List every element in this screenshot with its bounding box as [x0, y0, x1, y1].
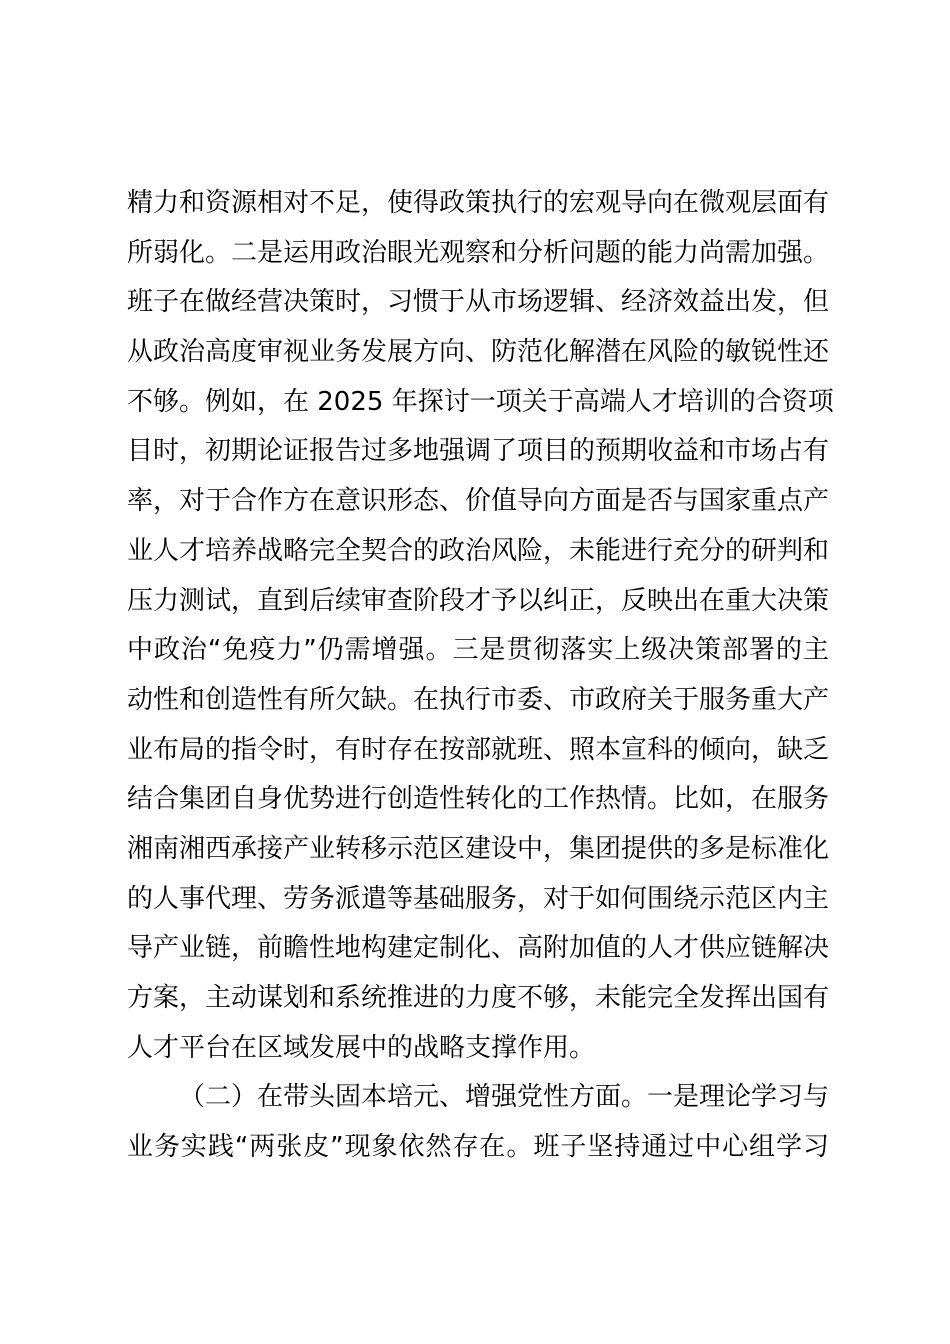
text-line: 所弱化。二是运用政治眼光观察和分析问题的能力尚需加强。 [127, 237, 830, 268]
document-body [127, 179, 834, 1173]
text-line: 业人才培养战略完全契合的政治风险，未能进行充分的研判和 [127, 535, 830, 566]
text-line: 湘南湘西承接产业转移示范区建设中，集团提供的多是标准化 [127, 833, 830, 864]
text-line: 动性和创造性有所欠缺。在执行市委、市政府关于服务重大产 [127, 684, 830, 715]
text-line: 目时，初期论证报告过多地强调了项目的预期收益和市场占有 [127, 436, 830, 467]
text-line-paragraph-end: 人才平台在区域发展中的战略支撑作用。 [127, 1032, 596, 1063]
text-line: 压力测试，直到后续审查阶段才予以纠正，反映出在重大决策 [127, 585, 830, 616]
text-line: 导产业链，前瞻性地构建定制化、高附加值的人才供应链解决 [127, 933, 830, 964]
paragraph-party-spirit [127, 1073, 829, 1172]
text-line: 精力和资源相对不足，使得政策执行的宏观导向在微观层面有 [127, 188, 830, 218]
section-heading-line: （二）在带头固本培元、增强党性方面。一是理论学习与 [179, 1082, 830, 1113]
text-line: 不够。例如，在 2025 年探讨一项关于高端人才培训的合资项 [127, 386, 834, 417]
paragraph-political-capacity [127, 179, 834, 1073]
text-line: 率，对于合作方在意识形态、价值导向方面是否与国家重点产 [127, 486, 830, 517]
text-line: 中政治“免疫力”仍需增强。三是贯彻落实上级决策部署的主 [127, 635, 829, 666]
text-line: 从政治高度审视业务发展方向、防范化解潜在风险的敏锐性还 [127, 337, 830, 368]
text-line: 方案，主动谋划和系统推进的力度不够，未能完全发挥出国有 [127, 983, 830, 1013]
text-line: 业布局的指令时，有时存在按部就班、照本宣科的倾向，缺乏 [127, 734, 830, 765]
text-line: 班子在做经营决策时，习惯于从市场逻辑、经济效益出发，但 [127, 287, 830, 318]
text-line: 结合集团自身优势进行创造性转化的工作热情。比如，在服务 [127, 784, 830, 815]
text-line: 业务实践“两张皮”现象依然存在。班子坚持通过中心组学习 [127, 1132, 829, 1163]
text-line: 的人事代理、劳务派遣等基础服务，对于如何围绕示范区内主 [127, 883, 830, 914]
